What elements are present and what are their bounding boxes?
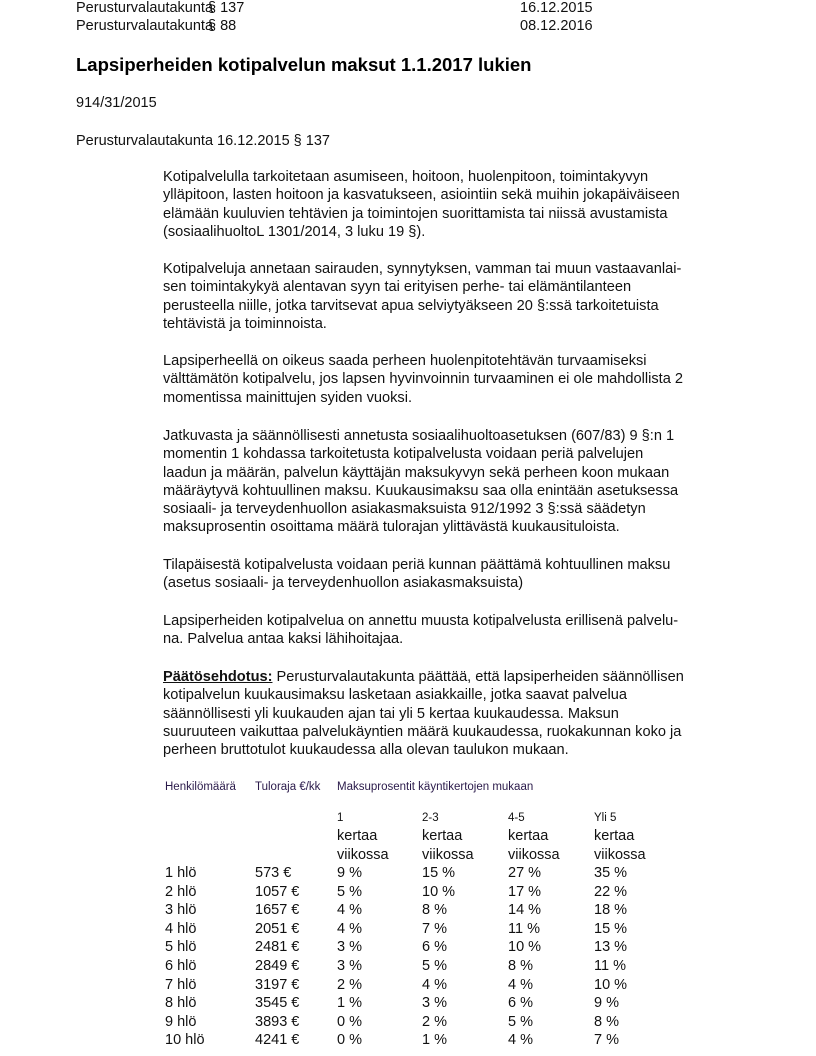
visit-period-label: viikossa [337, 847, 389, 863]
percentage-cell: 15 % [422, 865, 456, 881]
income-limit-cell: 2849 € [255, 958, 300, 974]
income-limit-cell: 2051 € [255, 920, 300, 937]
percentage-cell: 8 % [594, 1013, 619, 1030]
header-persons: Henkilömäärä [165, 781, 236, 793]
percentage-cell: 6 % [508, 995, 533, 1012]
household-size-cell: 10 hlö [165, 1032, 205, 1049]
income-limit-cell: 3545 € [255, 995, 300, 1012]
visit-unit-label: kertaa [594, 828, 635, 844]
visit-unit-label: kertaa [422, 828, 463, 844]
case-number: 914/31/2015 [76, 95, 157, 111]
percentage-cell: 27 % [508, 865, 542, 881]
percentage-cell: 9 % [337, 865, 362, 881]
percentage-cell: 5 % [337, 883, 362, 900]
visit-count-label: Yli 5 [594, 812, 617, 824]
proposal-text: Perusturvalautakunta päättää, että lapsiperheiden säännöllisen [272, 669, 684, 685]
percentage-cell: 15 % [594, 920, 628, 937]
visit-count-label: 1 [337, 812, 344, 824]
income-limit-cell: 573 € [255, 865, 292, 881]
percentage-cell: 5 % [508, 1013, 533, 1030]
header-income-limit: Tuloraja €/kk [255, 781, 321, 793]
percentage-cell: 2 % [337, 976, 362, 993]
percentage-cell: 2 % [422, 1013, 447, 1030]
percentage-cell: 3 % [422, 995, 447, 1012]
text-line: määräytyvä kohtuullinen maksu. Kuukausimaksu saa olla enintään asetuksessa [163, 482, 679, 499]
text-line: sosiaali- ja terveydenhuollon asiakasmaksuista 912/1992 3 §:ssä säädetyn [163, 501, 646, 518]
percentage-cell: 4 % [508, 976, 533, 993]
text-line: säännöllisesti yli kuukauden ajan tai yli 5 kertaa kuukaudessa. Maksun [163, 705, 619, 722]
household-size-cell: 5 hlö [165, 939, 197, 956]
text-line: Kotipalveluja annetaan sairauden, synnytyksen, vamman tai muun vastaavanlai- [163, 261, 682, 277]
percentage-cell: 3 % [337, 958, 362, 974]
household-size-cell: 4 hlö [165, 920, 197, 937]
text-line: kotipalvelun kuukausimaksu lasketaan asiakkaille, jotka saavat palvelua [163, 687, 628, 704]
percentage-cell: 9 % [594, 995, 619, 1012]
text-line: momentin 1 kohdassa tarkoitetusta kotipalvelusta voidaan periä palvelujen [163, 446, 644, 463]
meeting-date: 08.12.2016 [520, 18, 593, 34]
text-line [163, 668, 763, 686]
income-limit-cell: 3197 € [255, 976, 300, 993]
percentage-cell: 4 % [337, 920, 362, 937]
percentage-cell: 8 % [422, 902, 447, 919]
text-line: elämään kuuluvien tehtävien ja toimintojen suorittamista tai niissä avustamista [163, 205, 668, 222]
text-line: perusteella niille, jotka tarvitsevat apua selviytyäkseen 20 §:ssä tarkoitetuista [163, 297, 659, 314]
section-number: § 137 [208, 0, 245, 16]
visit-period-label: viikossa [594, 847, 646, 863]
percentage-cell: 18 % [594, 902, 628, 919]
text-line: momentissa mainittujen syiden vuoksi. [163, 389, 413, 406]
household-size-cell: 2 hlö [165, 883, 197, 900]
meeting-date: 16.12.2015 [520, 0, 593, 16]
household-size-cell: 9 hlö [165, 1013, 197, 1030]
text-line: tehtävistä ja toiminnoista. [163, 315, 327, 332]
body-paragraph-4 [163, 427, 763, 537]
text-line: Kotipalvelulla tarkoitetaan asumiseen, hoitoon, huolenpitoon, toimintakyvyn [163, 169, 649, 185]
percentage-cell: 4 % [422, 976, 447, 993]
visit-unit-label: kertaa [337, 828, 378, 844]
household-size-cell: 3 hlö [165, 902, 197, 919]
text-line: välttämätön kotipalvelu, jos lapsen hyvinvoinnin turvaaminen ei ole mahdollista 2 [163, 371, 683, 388]
percentage-cell: 13 % [594, 939, 628, 956]
text-line: (sosiaalihuoltoL 1301/2014, 3 luku 19 §). [163, 223, 426, 240]
percentage-cell: 10 % [594, 976, 628, 993]
text-line: laadun ja määrän, palvelun käyttäjän maksukyvyn sekä perheen koon mukaan [163, 464, 670, 481]
text-line: ylläpitoon, lasten hoitoon ja kasvatukseen, asiointiin sekä muihin jokapäiväiseen [163, 187, 680, 204]
document-title: Lapsiperheiden kotipalvelun maksut 1.1.2017 lukien [76, 54, 532, 75]
income-limit-cell: 1657 € [255, 902, 300, 919]
percentage-cell: 0 % [337, 1013, 362, 1030]
text-line: Tilapäisestä kotipalvelusta voidaan periä kunnan päättämä kohtuullinen maksu [163, 557, 671, 573]
percentage-cell: 22 % [594, 883, 628, 900]
income-limit-cell: 1057 € [255, 883, 300, 900]
percentage-cell: 7 % [594, 1032, 619, 1049]
text-line: (asetus sosiaali- ja terveydenhuollon asiakasmaksuista) [163, 575, 524, 592]
percentage-cell: 35 % [594, 865, 628, 881]
decision-proposal [163, 668, 763, 759]
percentage-cell: 8 % [508, 958, 533, 974]
household-size-cell: 7 hlö [165, 976, 197, 993]
percentage-cell: 4 % [337, 902, 362, 919]
percentage-cell: 7 % [422, 920, 447, 937]
body-paragraph-6 [163, 612, 763, 649]
percentage-cell: 3 % [337, 939, 362, 956]
committee-name: Perusturvalautakunta [76, 0, 214, 16]
percentage-cell: 0 % [337, 1032, 362, 1049]
income-limit-cell: 4241 € [255, 1032, 300, 1049]
percentage-cell: 11 % [508, 920, 540, 937]
household-size-cell: 1 hlö [165, 865, 197, 881]
income-limit-cell: 3893 € [255, 1013, 300, 1030]
percentage-cell: 11 % [594, 958, 626, 974]
header-percentages: Maksuprosentit käyntikertojen mukaan [337, 781, 534, 793]
visit-period-label: viikossa [508, 847, 560, 863]
text-line: Jatkuvasta ja säännöllisesti annetusta sosiaalihuoltoasetuksen (607/83) 9 §:n 1 [163, 428, 675, 444]
percentage-cell: 1 % [337, 995, 362, 1012]
body-paragraph-2 [163, 260, 763, 333]
percentage-cell: 17 % [508, 883, 542, 900]
meeting-reference: Perusturvalautakunta 16.12.2015 § 137 [76, 133, 330, 149]
body-paragraph-5 [163, 556, 763, 593]
text-line: suuruuteen vaikuttaa palvelukäyntien määrä kuukaudessa, ruokakunnan koko ja [163, 723, 682, 740]
text-line: perheen bruttotulot kuukaudessa alla olevan taulukon mukaan. [163, 742, 569, 759]
percentage-cell: 5 % [422, 958, 447, 974]
percentage-cell: 4 % [508, 1032, 533, 1049]
income-limit-cell: 2481 € [255, 939, 300, 956]
visit-unit-label: kertaa [508, 828, 549, 844]
text-line: sen toimintakykyä alentavan syyn tai erityisen perhe- tai elämäntilanteen [163, 279, 632, 296]
text-line: Lapsiperheiden kotipalvelua on annettu muusta kotipalvelusta erillisenä palvelu- [163, 613, 679, 629]
percentage-cell: 6 % [422, 939, 447, 956]
text-line: maksuprosentin osoittama määrä tulorajan ylittävästä kuukausituloista. [163, 519, 620, 536]
body-paragraph-3 [163, 352, 763, 407]
body-paragraph-1 [163, 168, 763, 241]
visit-count-label: 2-3 [422, 812, 439, 824]
proposal-label: Päätösehdotus: [163, 669, 273, 685]
committee-name: Perusturvalautakunta [76, 18, 214, 34]
visit-period-label: viikossa [422, 847, 474, 863]
percentage-cell: 14 % [508, 902, 542, 919]
text-line: na. Palvelua antaa kaksi lähihoitajaa. [163, 631, 404, 648]
visit-count-label: 4-5 [508, 812, 525, 824]
percentage-cell: 10 % [508, 939, 542, 956]
text-line: Lapsiperheellä on oikeus saada perheen huolenpitotehtävän turvaamiseksi [163, 353, 647, 369]
percentage-cell: 10 % [422, 883, 456, 900]
percentage-cell: 1 % [422, 1032, 447, 1049]
household-size-cell: 8 hlö [165, 995, 197, 1012]
household-size-cell: 6 hlö [165, 958, 197, 974]
section-number: § 88 [208, 18, 237, 34]
